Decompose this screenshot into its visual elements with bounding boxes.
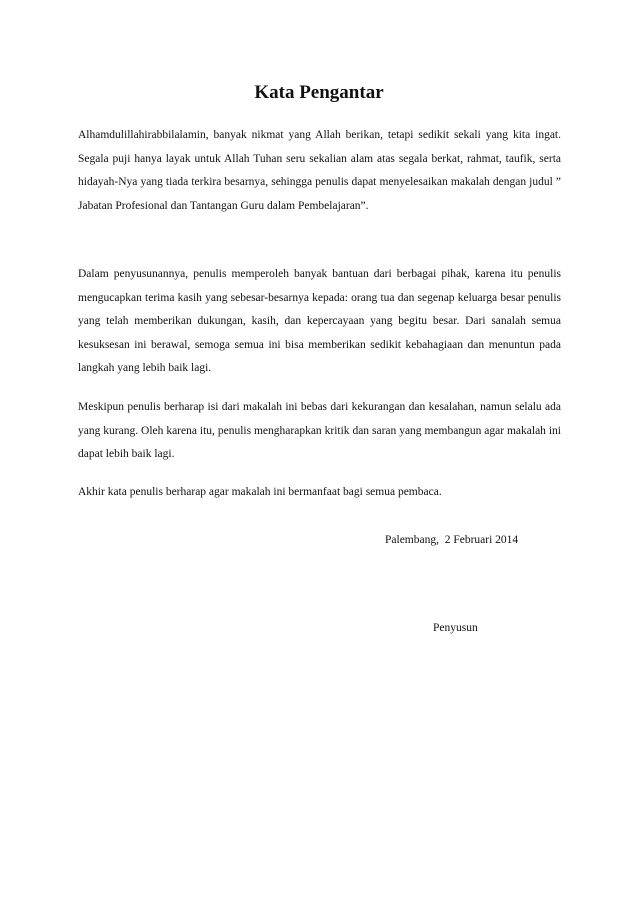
- paragraph-opening: Alhamdulillahirabbilalamin, banyak nikmat yang Allah berikan, tetapi sedikit sekali yang kita ingat. Segala puji hanya layak untuk Allah Tuhan seru sekalian alam atas segala berkat, rahmat, taufik, serta hidayah-Nya yang tiada terkira besarnya, sehingga penulis dapat menyelesaikan makalah dengan judul ” Jabatan Profesional dan Tantangan Guru dalam Pembelajaran”.: [78, 129, 561, 212]
- page-title: Kata Pengantar: [254, 82, 384, 103]
- paragraph-acknowledgement: Dalam penyusunannya, penulis memperoleh banyak bantuan dari berbagai pihak, karena itu penulis mengucapkan terima kasih yang sebesar-besarnya kepada: orang tua dan segenap keluarga besar penulis yang telah memberikan dukungan, kasih, dan kepercayaan yang begitu besar. Dari sanalah semua kesuksesan ini berawal, semoga semua ini bisa memberikan sedikit kebahagiaan dan menuntun pada langkah yang lebih baik lagi.: [78, 268, 561, 375]
- paragraph-closing: Akhir kata penulis berharap agar makalah ini bermanfaat bagi semua pembaca.: [78, 486, 442, 498]
- paragraph-limitations: Meskipun penulis berharap isi dari makalah ini bebas dari kekurangan dan kesalahan, namun selalu ada yang kurang. Oleh karena itu, penulis mengharapkan kritik dan saran yang membangun agar makalah ini dapat lebih baik lagi.: [78, 401, 561, 461]
- place-and-date: Palembang, 2 Februari 2014: [385, 534, 519, 546]
- author-signature: Penyusun: [433, 622, 478, 634]
